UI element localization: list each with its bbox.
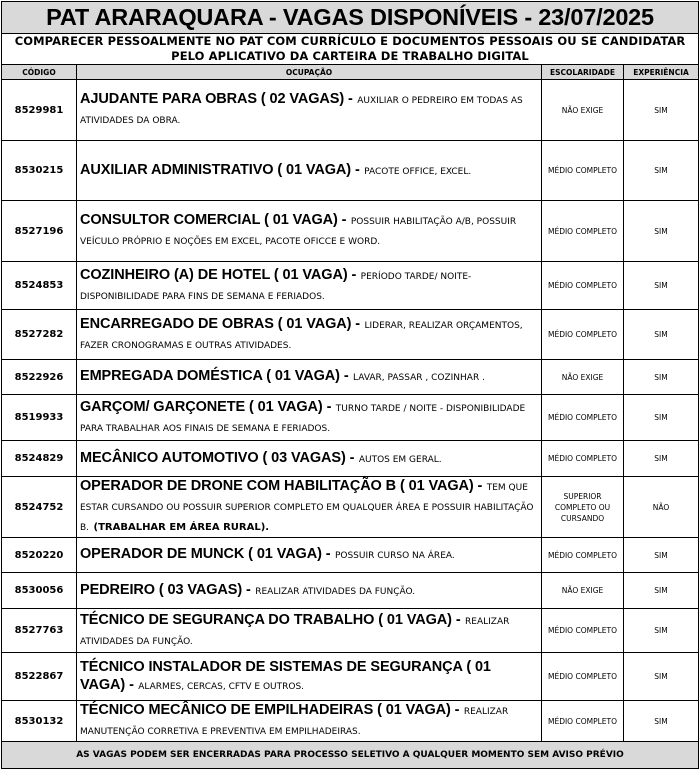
- column-header-experience: EXPERIÊNCIA: [624, 65, 699, 80]
- instructions: [2, 34, 699, 65]
- schooling-requirement: SUPERIOR COMPLETO OU CURSANDO: [542, 477, 624, 538]
- occupation-title: CONSULTOR COMERCIAL ( 01 VAGA) -: [80, 212, 347, 228]
- occupation-cell: [77, 573, 542, 609]
- schooling-requirement: NÃO EXIGE: [542, 80, 624, 141]
- occupation-description: AUTOS EM GERAL.: [358, 454, 442, 465]
- occupation-description: TEM QUE ESTAR CURSANDO OU POSSUIR SUPERIOR COMPLETO EM QUALQUER ÁREA E POSSUIR HABILITAÇÃO B.: [80, 483, 534, 533]
- occupation-cell: [77, 310, 542, 360]
- occupation-description: REALIZAR ATIVIDADES DA FUNÇÃO.: [80, 616, 510, 647]
- occupation-cell: [77, 141, 542, 201]
- occupation-note: (TRABALHAR EM ÁREA RURAL).: [93, 522, 270, 533]
- job-code: 8529981: [2, 80, 77, 141]
- experience-requirement: SIM: [624, 141, 699, 201]
- job-code: 8519933: [2, 395, 77, 441]
- experience-requirement: SIM: [624, 262, 699, 310]
- table-row: [2, 310, 699, 360]
- schooling-requirement: MÉDIO COMPLETO: [542, 653, 624, 701]
- occupation-cell: [77, 477, 542, 538]
- occupation-title: TÉCNICO DE SEGURANÇA DO TRABALHO ( 01 VAGA) -: [80, 611, 461, 628]
- occupation-description: POSSUIR CURSO NA ÁREA.: [334, 551, 455, 561]
- occupation-description: LIDERAR, REALIZAR ORÇAMENTOS, FAZER CRONOGRAMAS E OUTRAS ATIVIDADES.: [80, 320, 523, 351]
- table-row: [2, 573, 699, 609]
- occupation-cell: [77, 201, 542, 262]
- occupation-title: ENCARREGADO DE OBRAS ( 01 VAGA) -: [80, 315, 361, 332]
- schooling-requirement: NÃO EXIGE: [542, 360, 624, 395]
- job-code: 8530132: [2, 701, 77, 742]
- job-code: 8524853: [2, 262, 77, 310]
- job-code: 8530215: [2, 141, 77, 201]
- table-row: [2, 701, 699, 742]
- table-row: [2, 360, 699, 395]
- table-row: [2, 538, 699, 573]
- occupation-title: OPERADOR DE DRONE COM HABILITAÇÃO B ( 01 VAGA) -: [80, 478, 483, 494]
- occupation-title: MECÂNICO AUTOMOTIVO ( 03 VAGAS) -: [80, 449, 355, 466]
- job-code: 8527196: [2, 201, 77, 262]
- occupation-cell: [77, 441, 542, 477]
- job-code: 8527282: [2, 310, 77, 360]
- schooling-requirement: MÉDIO COMPLETO: [542, 609, 624, 653]
- footer-note: AS VAGAS PODEM SER ENCERRADAS PARA PROCESSO SELETIVO A QUALQUER MOMENTO SEM AVISO PRÉVIO: [2, 742, 699, 769]
- experience-requirement: SIM: [624, 538, 699, 573]
- occupation-description: REALIZAR MANUTENÇÃO CORRETIVA E PREVENTIVA EM EMPILHADEIRAS.: [80, 707, 509, 737]
- schooling-requirement: MÉDIO COMPLETO: [542, 141, 624, 201]
- table-row: [2, 80, 699, 141]
- schooling-requirement: MÉDIO COMPLETO: [542, 310, 624, 360]
- occupation-cell: [77, 80, 542, 141]
- table-row: [2, 141, 699, 201]
- experience-requirement: SIM: [624, 573, 699, 609]
- occupation-description: POSSUIR HABILITAÇÃO A/B, POSSUIR VEÍCULO PRÓPRIO E NOÇÕES EM EXCEL, PACOTE OFICCE E WORD.: [80, 217, 517, 247]
- occupation-cell: [77, 395, 542, 441]
- table-header-row: [2, 65, 699, 80]
- experience-requirement: SIM: [624, 310, 699, 360]
- occupation-title: COZINHEIRO (A) DE HOTEL ( 01 VAGA) -: [80, 266, 357, 283]
- table-row: [2, 262, 699, 310]
- table-row: [2, 441, 699, 477]
- schooling-requirement: MÉDIO COMPLETO: [542, 538, 624, 573]
- schooling-requirement: MÉDIO COMPLETO: [542, 441, 624, 477]
- job-code: 8520220: [2, 538, 77, 573]
- occupation-cell: [77, 609, 542, 653]
- occupation-title: OPERADOR DE MUNCK ( 01 VAGA) -: [80, 546, 331, 562]
- table-row: [2, 477, 699, 538]
- occupation-cell: [77, 360, 542, 395]
- page-title: PAT ARARAQUARA - VAGAS DISPONÍVEIS - 23/07/2025: [2, 2, 699, 34]
- occupation-cell: [77, 653, 542, 701]
- occupation-title: AUXILIAR ADMINISTRATIVO ( 01 VAGA) -: [80, 161, 360, 178]
- experience-requirement: SIM: [624, 201, 699, 262]
- experience-requirement: NÃO: [624, 477, 699, 538]
- occupation-description: TURNO TARDE / NOITE - DISPONIBILIDADE PARA TRABALHAR AOS FINAIS DE SEMANA E FERIADOS.: [80, 403, 526, 434]
- instructions-line-2: PELO APLICATIVO DA CARTEIRA DE TRABALHO DIGITAL: [171, 49, 529, 63]
- occupation-description: PERÍODO TARDE/ NOITE- DISPONIBILIDADE PARA FINS DE SEMANA E FERIADOS.: [80, 271, 472, 302]
- occupation-title: EMPREGADA DOMÉSTICA ( 01 VAGA) -: [80, 368, 349, 384]
- occupation-cell: [77, 262, 542, 310]
- column-header-code: CÓDIGO: [2, 65, 77, 80]
- occupation-description: AUXILIAR O PEDREIRO EM TODAS AS ATIVIDADES DA OBRA.: [80, 96, 523, 126]
- occupation-description: REALIZAR ATIVIDADES DA FUNÇÃO.: [255, 586, 416, 597]
- schooling-requirement: MÉDIO COMPLETO: [542, 701, 624, 742]
- column-header-schooling: ESCOLARIDADE: [542, 65, 624, 80]
- experience-requirement: SIM: [624, 360, 699, 395]
- instructions-line-1: COMPARECER PESSOALMENTE NO PAT COM CURRÍCULO E DOCUMENTOS PESSOAIS OU SE CANDIDATAR: [14, 34, 686, 48]
- schooling-requirement: MÉDIO COMPLETO: [542, 262, 624, 310]
- schooling-requirement: MÉDIO COMPLETO: [542, 395, 624, 441]
- occupation-title: AJUDANTE PARA OBRAS ( 02 VAGAS) -: [80, 91, 353, 107]
- table-row: [2, 609, 699, 653]
- occupation-title: PEDREIRO ( 03 VAGAS) -: [80, 581, 251, 598]
- table-row: [2, 395, 699, 441]
- occupation-description: LAVAR, PASSAR , COZINHAR .: [353, 373, 485, 383]
- experience-requirement: SIM: [624, 701, 699, 742]
- schooling-requirement: MÉDIO COMPLETO: [542, 201, 624, 262]
- occupation-description: PACOTE OFFICE, EXCEL.: [364, 166, 472, 177]
- job-code: 8524752: [2, 477, 77, 538]
- schooling-requirement: NÃO EXIGE: [542, 573, 624, 609]
- job-code: 8530056: [2, 573, 77, 609]
- experience-requirement: SIM: [624, 441, 699, 477]
- occupation-description: ALARMES, CERCAS, CFTV E OUTROS.: [138, 681, 305, 692]
- experience-requirement: SIM: [624, 395, 699, 441]
- job-code: 8522867: [2, 653, 77, 701]
- table-row: [2, 201, 699, 262]
- job-openings-table: [1, 1, 699, 769]
- job-code: 8524829: [2, 441, 77, 477]
- occupation-cell: [77, 538, 542, 573]
- table-row: [2, 653, 699, 701]
- experience-requirement: SIM: [624, 80, 699, 141]
- occupation-title: TÉCNICO MECÂNICO DE EMPILHADEIRAS ( 01 VAGA) -: [80, 702, 460, 718]
- occupation-title: GARÇOM/ GARÇONETE ( 01 VAGA) -: [80, 398, 332, 415]
- experience-requirement: SIM: [624, 609, 699, 653]
- experience-requirement: SIM: [624, 653, 699, 701]
- occupation-title: TÉCNICO INSTALADOR DE SISTEMAS DE SEGURANÇA ( 01 VAGA) -: [80, 658, 491, 693]
- job-code: 8527763: [2, 609, 77, 653]
- job-code: 8522926: [2, 360, 77, 395]
- occupation-cell: [77, 701, 542, 742]
- column-header-occupation: OCUPAÇÃO: [77, 65, 542, 80]
